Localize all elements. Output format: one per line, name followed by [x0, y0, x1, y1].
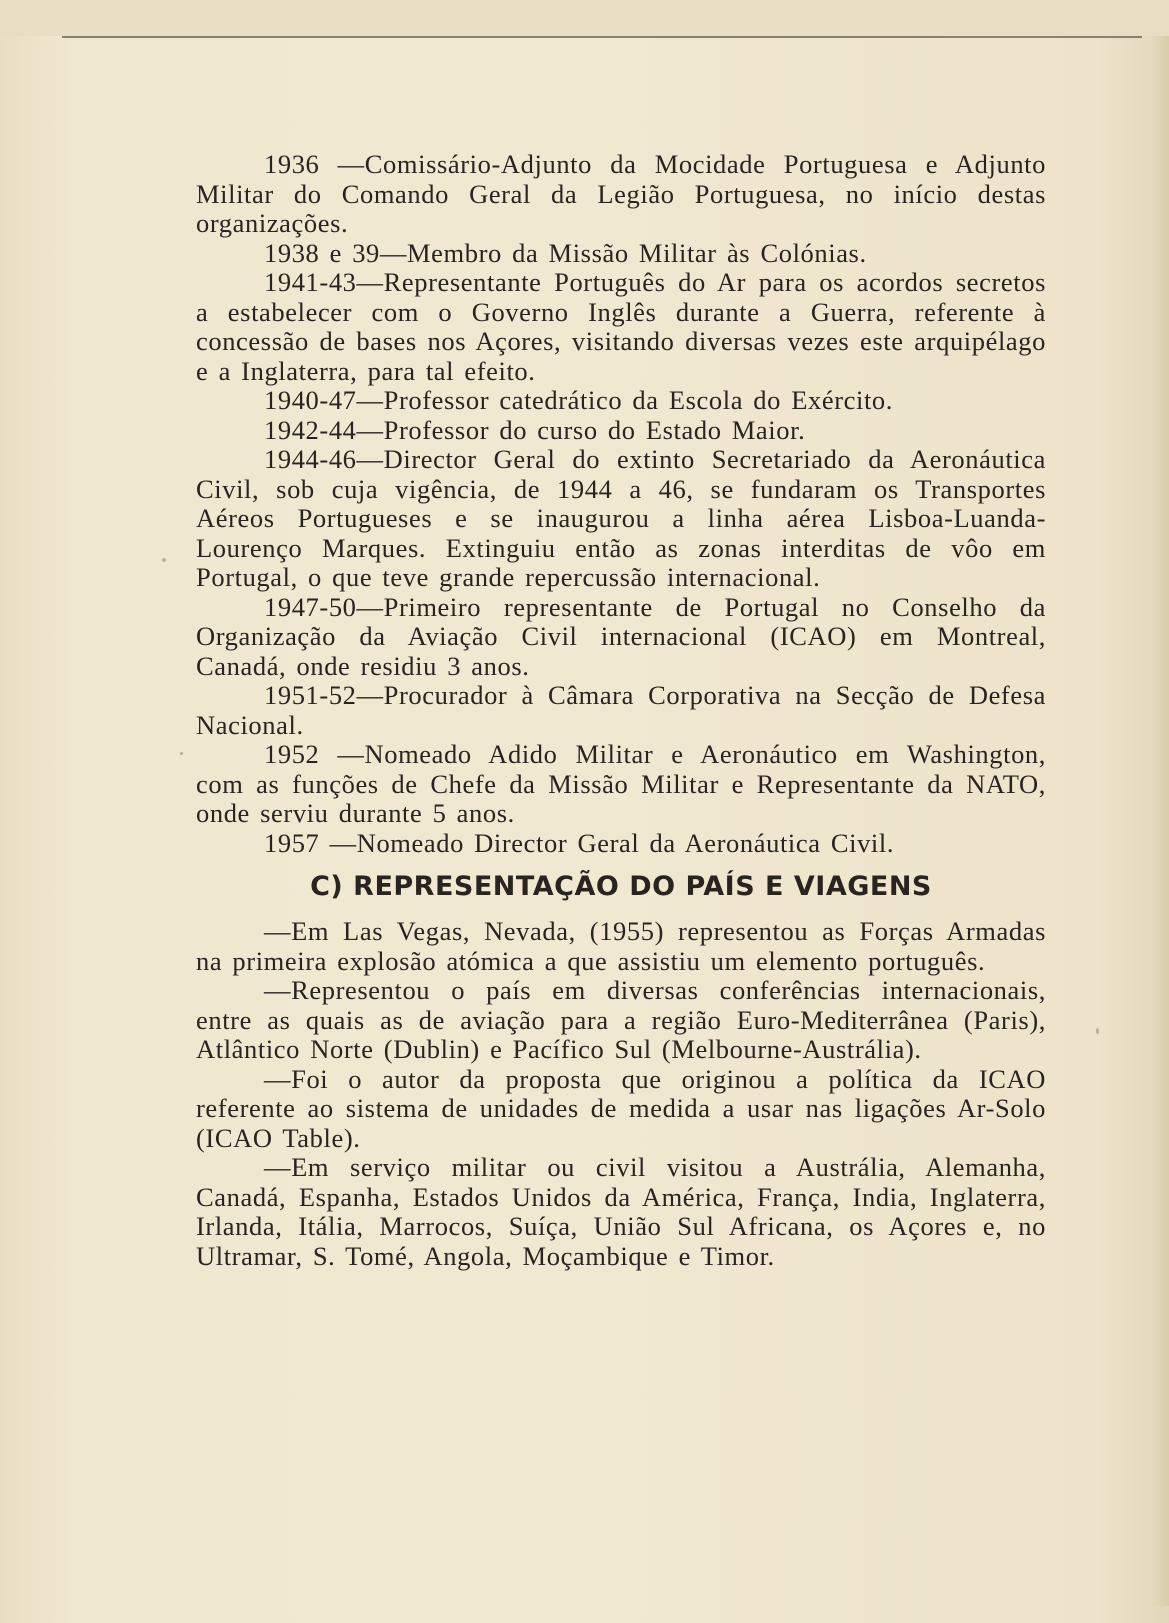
entry-1941: 1941-43—Representante Português do Ar para os acordos secretos a estabelecer com o Governo Inglês durante a Guerra, referente à concessão de bases nos Açores, visitando diversas vezes este arquipélago e a Inglaterra, para tal efeito.: [196, 267, 1046, 386]
section-c-paragraph-4: —Em serviço militar ou civil visitou a Austrália, Alemanha, Canadá, Espanha, Estados Unidos da América, França, India, Inglaterra, Irlanda, Itália, Marrocos, Suíça, União Sul Africana, os Açores e, no Ultramar, S. Tomé, Angola, Moçambique e Timor.: [196, 1152, 1046, 1271]
entry-1938: 1938 e 39—Membro da Missão Militar às Colónias.: [264, 237, 867, 268]
entry-1940: 1940-47—Professor catedrático da Escola do Exército.: [264, 385, 894, 415]
section-c-paragraph-3: —Foi o autor da proposta que originou a política da ICAO referente ao sistema de unidades de medida a usar nas ligações Ar-Solo (ICAO Table).: [196, 1063, 1046, 1153]
page-top-margin: [0, 0, 1169, 36]
paper-speck: [1096, 1028, 1099, 1034]
entry-1947: 1947-50—Primeiro representante de Portugal no Conselho da Organização da Aviação Civil internacional (ICAO) em Montreal, Canadá, onde residiu 3 anos.: [196, 591, 1046, 681]
entry-1957: 1957 —Nomeado Director Geral da Aeronáutica Civil.: [264, 827, 895, 858]
section-c-paragraph-1: —Em Las Vegas, Nevada, (1955) representou as Forças Armadas na primeira explosão atómica a que assistiu um elemento português.: [196, 916, 1046, 976]
entry-1944: 1944-46—Director Geral do extinto Secretariado da Aeronáutica Civil, sob cuja vigência, de 1944 a 46, se fundaram os Transportes Aéreos Portugueses e se inaugurou a linha aérea Lisboa-Luanda-Lourenço Marques. Extinguiu então as zonas interditas de vôo em Portugal, o que teve grande repercussão internacional.: [196, 444, 1046, 592]
section-c-heading: C) REPRESENTAÇÃO DO PAÍS E VIAGENS: [310, 871, 932, 902]
section-c-paragraph-2: —Representou o país em diversas conferências internacionais, entre as quais as de aviação para a região Euro-Mediterrânea (Paris), Atlântico Norte (Dublin) e Pacífico Sul (Melbourne-Austrália).: [196, 975, 1046, 1064]
paper-speck: [162, 558, 166, 562]
entry-1936: 1936 —Comissário-Adjunto da Mocidade Portuguesa e Adjunto Militar do Comando Geral da Legião Portuguesa, no início destas organizações.: [196, 149, 1046, 238]
paper-speck: [180, 752, 183, 755]
document-body: [196, 150, 1046, 1271]
entry-1951: 1951-52—Procurador à Câmara Corporativa na Secção de Defesa Nacional.: [196, 680, 1046, 740]
entry-1952: 1952 —Nomeado Adido Militar e Aeronáutico em Washington, com as funções de Chefe da Missão Militar e Representante da NATO, onde serviu durante 5 anos.: [196, 739, 1046, 828]
top-rule: [62, 36, 1142, 38]
entry-1942: 1942-44—Professor do curso do Estado Maior.: [264, 414, 806, 445]
page-right-edge: [1151, 36, 1169, 1606]
